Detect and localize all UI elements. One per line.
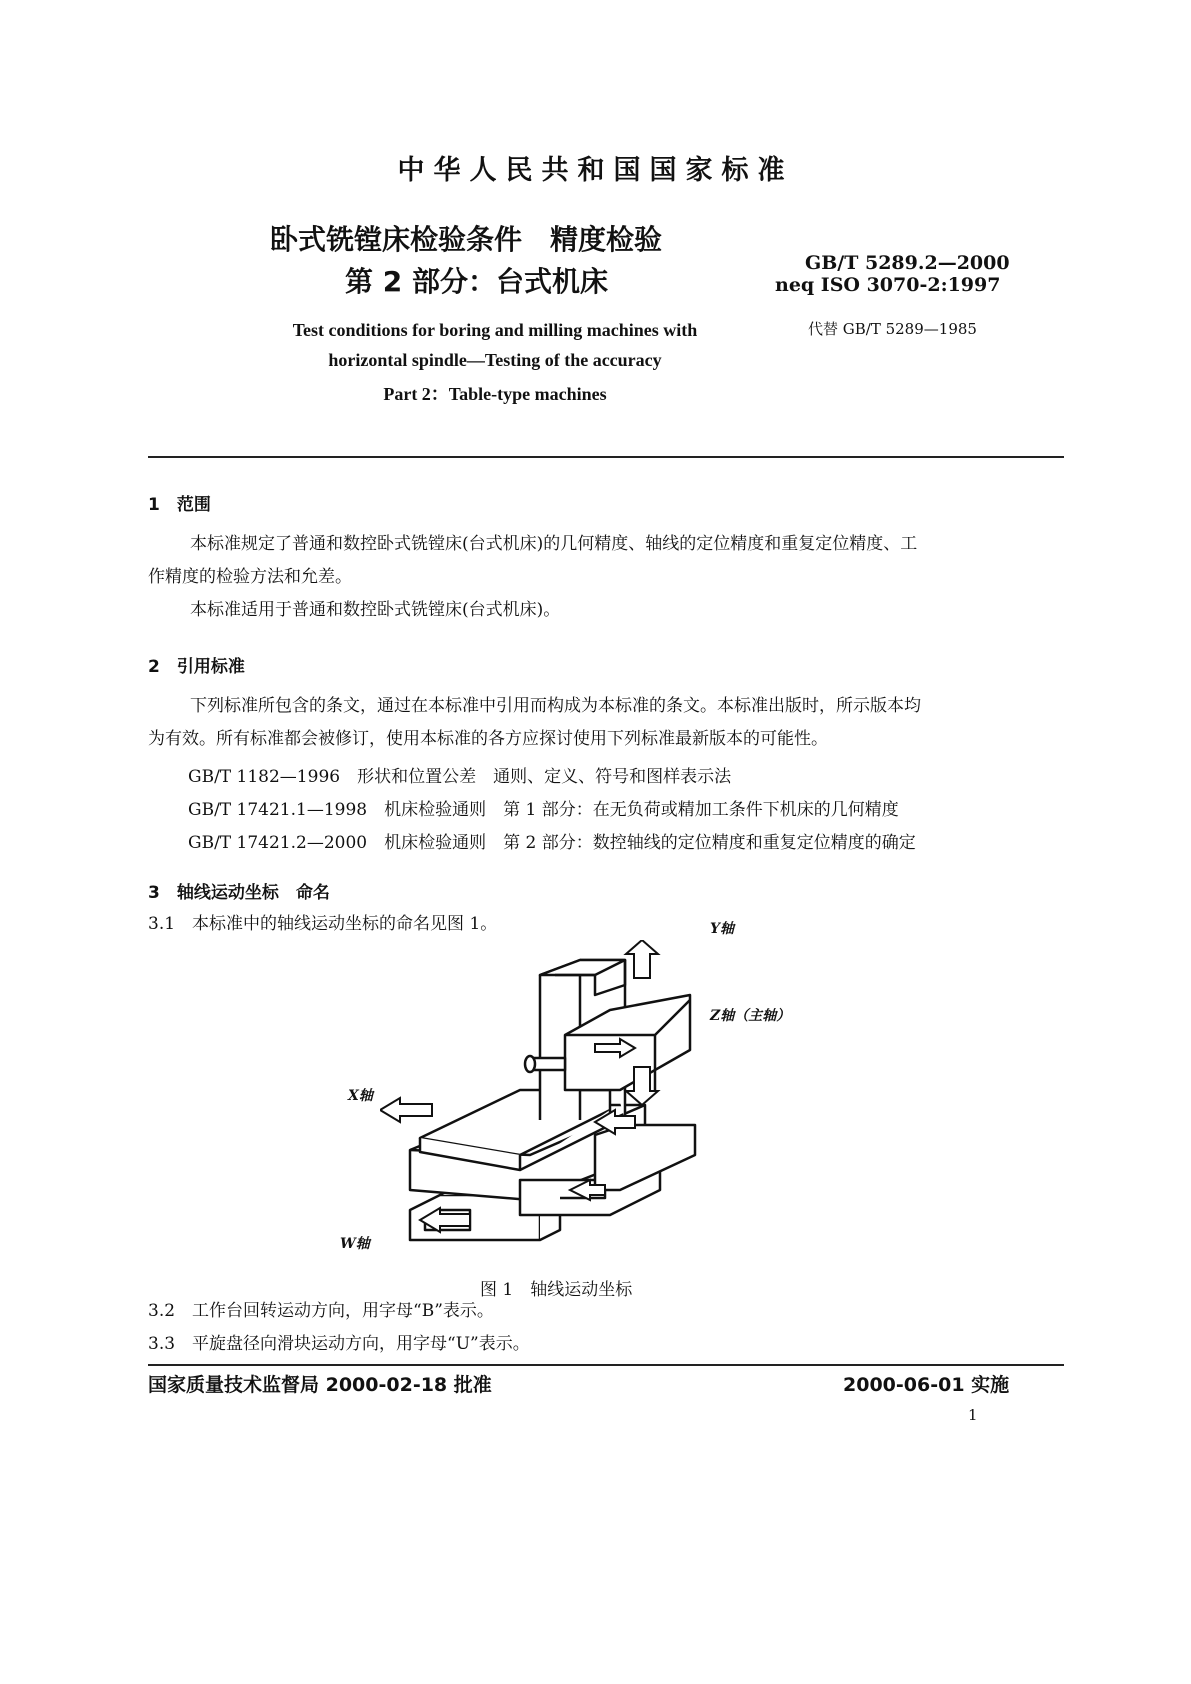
approval-date: 国家质量技术监督局 2000-02-18 批准 xyxy=(148,1374,492,1396)
title-line-1: 卧式铣镗床检验条件 精度检验 xyxy=(270,223,663,256)
machine-illustration xyxy=(380,940,850,1290)
section-3-3-text: 3.3 平旋盘径向滑块运动方向，用字母“U”表示。 xyxy=(148,1334,530,1354)
x-axis-arrow-icon xyxy=(380,1098,432,1122)
section-3-heading: 3 轴线运动坐标 命名 xyxy=(148,883,330,903)
section-2-para-1-line-2: 为有效。所有标准都会被修订，使用本标准的各方应探讨使用下列标准最新版本的可能性。 xyxy=(148,729,828,749)
effective-date: 2000-06-01 实施 xyxy=(843,1374,1010,1396)
neq-code: neq ISO 3070-2:1997 xyxy=(775,274,1001,296)
title-line-2: 第 2 部分：台式机床 xyxy=(345,265,608,298)
section-3-2-text: 3.2 工作台回转运动方向，用字母“B”表示。 xyxy=(148,1301,494,1321)
page-number: 1 xyxy=(968,1406,978,1424)
section-1-para-2: 本标准适用于普通和数控卧式铣镗床(台式机床)。 xyxy=(190,600,561,620)
standard-code: GB/T 5289.2—2000 xyxy=(805,252,1010,274)
axis-diagram-figure xyxy=(380,940,850,1290)
figure-caption: 图 1 轴线运动坐标 xyxy=(480,1280,633,1300)
section-1-para-1-line-2: 作精度的检验方法和允差。 xyxy=(148,567,352,587)
replaces-note: 代替 GB/T 5289—1985 xyxy=(808,320,977,338)
section-2-heading: 2 引用标准 xyxy=(148,657,245,677)
header-divider xyxy=(148,456,1064,458)
section-2-para-1-line-1: 下列标准所包含的条文，通过在本标准中引用而构成为本标准的条文。本标准出版时，所示版本均 xyxy=(190,696,921,716)
org-title: 中华人民共和国国家标准 xyxy=(397,155,794,186)
x-axis-label: X轴 xyxy=(348,1088,373,1104)
footer-divider xyxy=(148,1364,1064,1366)
y-axis-label: Y轴 xyxy=(710,921,734,937)
w-axis-label: W轴 xyxy=(340,1236,370,1252)
y-axis-arrow-icon xyxy=(626,940,658,978)
english-title-line-1: Test conditions for boring and milling machines with xyxy=(292,320,698,340)
reference-item: GB/T 17421.2—2000 机床检验通则 第 2 部分：数控轴线的定位精度和重复定位精度的确定 xyxy=(188,833,916,853)
section-3-1-text: 3.1 本标准中的轴线运动坐标的命名见图 1。 xyxy=(148,914,498,934)
section-1-heading: 1 范围 xyxy=(148,495,211,515)
reference-item: GB/T 1182—1996 形状和位置公差 通则、定义、符号和图样表示法 xyxy=(188,767,732,787)
english-title-line-2: horizontal spindle—Testing of the accuracy xyxy=(328,350,662,370)
section-1-para-1-line-1: 本标准规定了普通和数控卧式铣镗床(台式机床)的几何精度、轴线的定位精度和重复定位精度、工 xyxy=(190,534,918,554)
reference-item: GB/T 17421.1—1998 机床检验通则 第 1 部分：在无负荷或精加工条件下机床的几何精度 xyxy=(188,800,899,820)
english-title-line-3: Part 2：Table-type machines xyxy=(383,384,607,404)
z-axis-label: Z轴（主轴） xyxy=(710,1008,791,1024)
